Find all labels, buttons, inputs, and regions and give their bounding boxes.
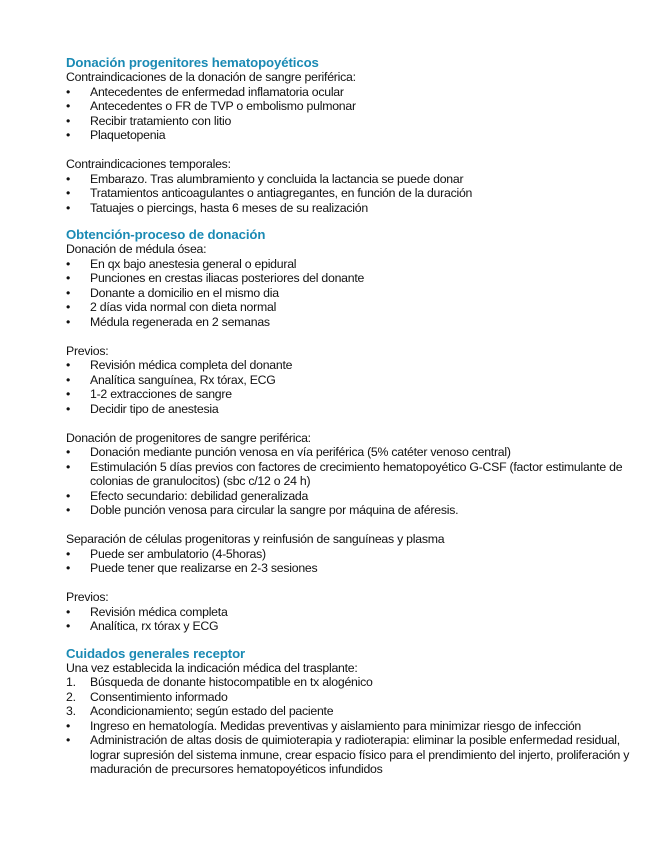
list-item-text: Decidir tipo de anestesia xyxy=(90,401,219,416)
bullet-icon: • xyxy=(66,186,71,200)
list-item-text: Donación mediante punción venosa en vía periférica (5% catéter venoso central) xyxy=(90,445,511,459)
section-title-donacion: Donación progenitores hematopoyéticos xyxy=(66,55,319,70)
list-item-text: Estimulación 5 días previos con factores de crecimiento hematopoyético G-CSF (factor estimulante de colonias de granulocitos) (sbc c/12 o 24 h) xyxy=(90,459,623,488)
list-item xyxy=(66,300,646,315)
list-item-text: Recibir tratamiento con litio xyxy=(90,113,232,128)
list-item-text: Efecto secundario: debilidad generalizada xyxy=(90,488,309,503)
list-item-text: Tatuajes o piercings, hasta 6 meses de su realización xyxy=(90,200,368,215)
list-number: 2. xyxy=(66,689,76,704)
list-item-text: Analítica sanguínea, Rx tórax, ECG xyxy=(90,372,276,387)
list-item-text: Administración de altas dosis de quimioterapia y radioterapia: eliminar la posible enfermedad residual, lograr supresión del sistema inmune, crear espacio físico para el prendimiento del injerto, proliferación y maduración de precursores hematopoyéticos infundidos xyxy=(90,733,630,776)
list-item xyxy=(66,719,646,734)
list-item xyxy=(66,271,646,286)
bullet-icon: • xyxy=(66,99,71,113)
list-item xyxy=(66,373,646,388)
list-item xyxy=(66,85,646,100)
periferica-label: Donación de progenitores de sangre periférica: xyxy=(66,430,311,445)
list-item xyxy=(66,733,646,777)
list-item xyxy=(66,358,646,373)
bullet-icon: • xyxy=(66,387,71,401)
list-number: 3. xyxy=(66,704,76,718)
cuidados-list xyxy=(66,719,646,777)
list-item-text: Médula regenerada en 2 semanas xyxy=(90,314,270,329)
list-item-text: Plaquetopenia xyxy=(90,128,166,142)
list-item xyxy=(66,704,646,719)
previos-label: Previos: xyxy=(66,590,109,604)
list-item xyxy=(66,605,646,620)
bullet-icon: • xyxy=(66,445,71,459)
list-item-text: Antecedentes o FR de TVP o embolismo pulmonar xyxy=(90,99,356,113)
list-item xyxy=(66,387,646,402)
list-item-text: Búsqueda de donante histocompatible en tx alogénico xyxy=(90,675,373,689)
list-item xyxy=(66,445,646,460)
medula-label: Donación de médula ósea: xyxy=(66,242,207,256)
list-item xyxy=(66,619,646,634)
bullet-icon: • xyxy=(66,546,71,561)
list-item-text: Acondicionamiento; según estado del paciente xyxy=(90,704,334,718)
temporales-list xyxy=(66,172,646,216)
list-number: 1. xyxy=(66,675,76,689)
bullet-icon: • xyxy=(66,300,71,314)
list-item-text: Embarazo. Tras alumbramiento y concluida la lactancia se puede donar xyxy=(90,171,464,186)
list-item xyxy=(66,128,646,143)
list-item-text: Revisión médica completa xyxy=(90,604,228,619)
list-item-text: Punciones en crestas iliacas posteriores del donante xyxy=(90,271,365,285)
list-item xyxy=(66,503,646,518)
list-item xyxy=(66,186,646,201)
previos-list xyxy=(66,605,646,634)
list-item-text: Doble punción venosa para circular la sangre por máquina de aféresis. xyxy=(90,503,459,517)
list-item xyxy=(66,675,646,690)
list-item-text: Consentimiento informado xyxy=(90,689,228,704)
previos-label: Previos: xyxy=(66,343,109,358)
contraindicaciones-label: Contraindicaciones de la donación de sangre periférica: xyxy=(66,70,356,84)
bullet-icon: • xyxy=(66,503,71,517)
section-title-obtencion: Obtención-proceso de donación xyxy=(66,227,266,242)
list-item-text: 1-2 extracciones de sangre xyxy=(90,387,232,401)
bullet-icon: • xyxy=(66,171,71,186)
bullet-icon: • xyxy=(66,733,71,747)
list-item xyxy=(66,286,646,301)
list-item-text: Analítica, rx tórax y ECG xyxy=(90,619,219,633)
list-item xyxy=(66,201,646,216)
list-item xyxy=(66,561,646,576)
list-item-text: Tratamientos anticoagulantes o antiagregantes, en función de la duración xyxy=(90,186,473,200)
bullet-icon: • xyxy=(66,604,71,619)
temporales-label: Contraindicaciones temporales: xyxy=(66,157,231,171)
list-item-text: Donante a domicilio en el mismo dia xyxy=(90,285,279,300)
document-page xyxy=(66,55,646,777)
list-item xyxy=(66,690,646,705)
bullet-icon: • xyxy=(66,401,71,416)
bullet-icon: • xyxy=(66,271,71,285)
list-item xyxy=(66,460,646,489)
cuidados-numbered-list xyxy=(66,675,646,719)
bullet-icon: • xyxy=(66,459,71,474)
cuidados-label: Una vez establecida la indicación médica del trasplante: xyxy=(66,660,358,675)
bullet-icon: • xyxy=(66,84,71,99)
section-title-cuidados: Cuidados generales receptor xyxy=(66,645,246,661)
list-item-text: Puede ser ambulatorio (4-5horas) xyxy=(90,546,266,561)
separacion-list xyxy=(66,547,646,576)
list-item-text: 2 días vida normal con dieta normal xyxy=(90,300,277,314)
list-item-text: En qx bajo anestesia general o epidural xyxy=(90,256,297,271)
bullet-icon: • xyxy=(66,256,71,271)
bullet-icon: • xyxy=(66,619,71,633)
previos-list xyxy=(66,358,646,416)
bullet-icon: • xyxy=(66,113,71,128)
periferica-list xyxy=(66,445,646,518)
list-item xyxy=(66,172,646,187)
list-item xyxy=(66,402,646,417)
list-item-text: Antecedentes de enfermedad inflamatoria ocular xyxy=(90,84,344,99)
bullet-icon: • xyxy=(66,561,71,575)
bullet-icon: • xyxy=(66,128,71,142)
list-item-text: Revisión médica completa del donante xyxy=(90,358,293,372)
list-item-text: Puede tener que realizarse en 2-3 sesiones xyxy=(90,561,318,575)
list-item xyxy=(66,257,646,272)
list-item xyxy=(66,315,646,330)
separacion-label: Separación de células progenitoras y reinfusión de sanguíneas y plasma xyxy=(66,532,445,546)
list-item xyxy=(66,114,646,129)
bullet-icon: • xyxy=(66,314,71,329)
bullet-icon: • xyxy=(66,718,71,733)
list-item xyxy=(66,99,646,114)
bullet-icon: • xyxy=(66,285,71,300)
list-item xyxy=(66,547,646,562)
bullet-icon: • xyxy=(66,358,71,372)
bullet-icon: • xyxy=(66,488,71,503)
medula-list xyxy=(66,257,646,330)
contraindicaciones-list xyxy=(66,85,646,143)
list-item xyxy=(66,489,646,504)
bullet-icon: • xyxy=(66,200,71,215)
bullet-icon: • xyxy=(66,372,71,387)
list-item-text: Ingreso en hematología. Medidas preventivas y aislamiento para minimizar riesgo de infección xyxy=(90,718,582,733)
